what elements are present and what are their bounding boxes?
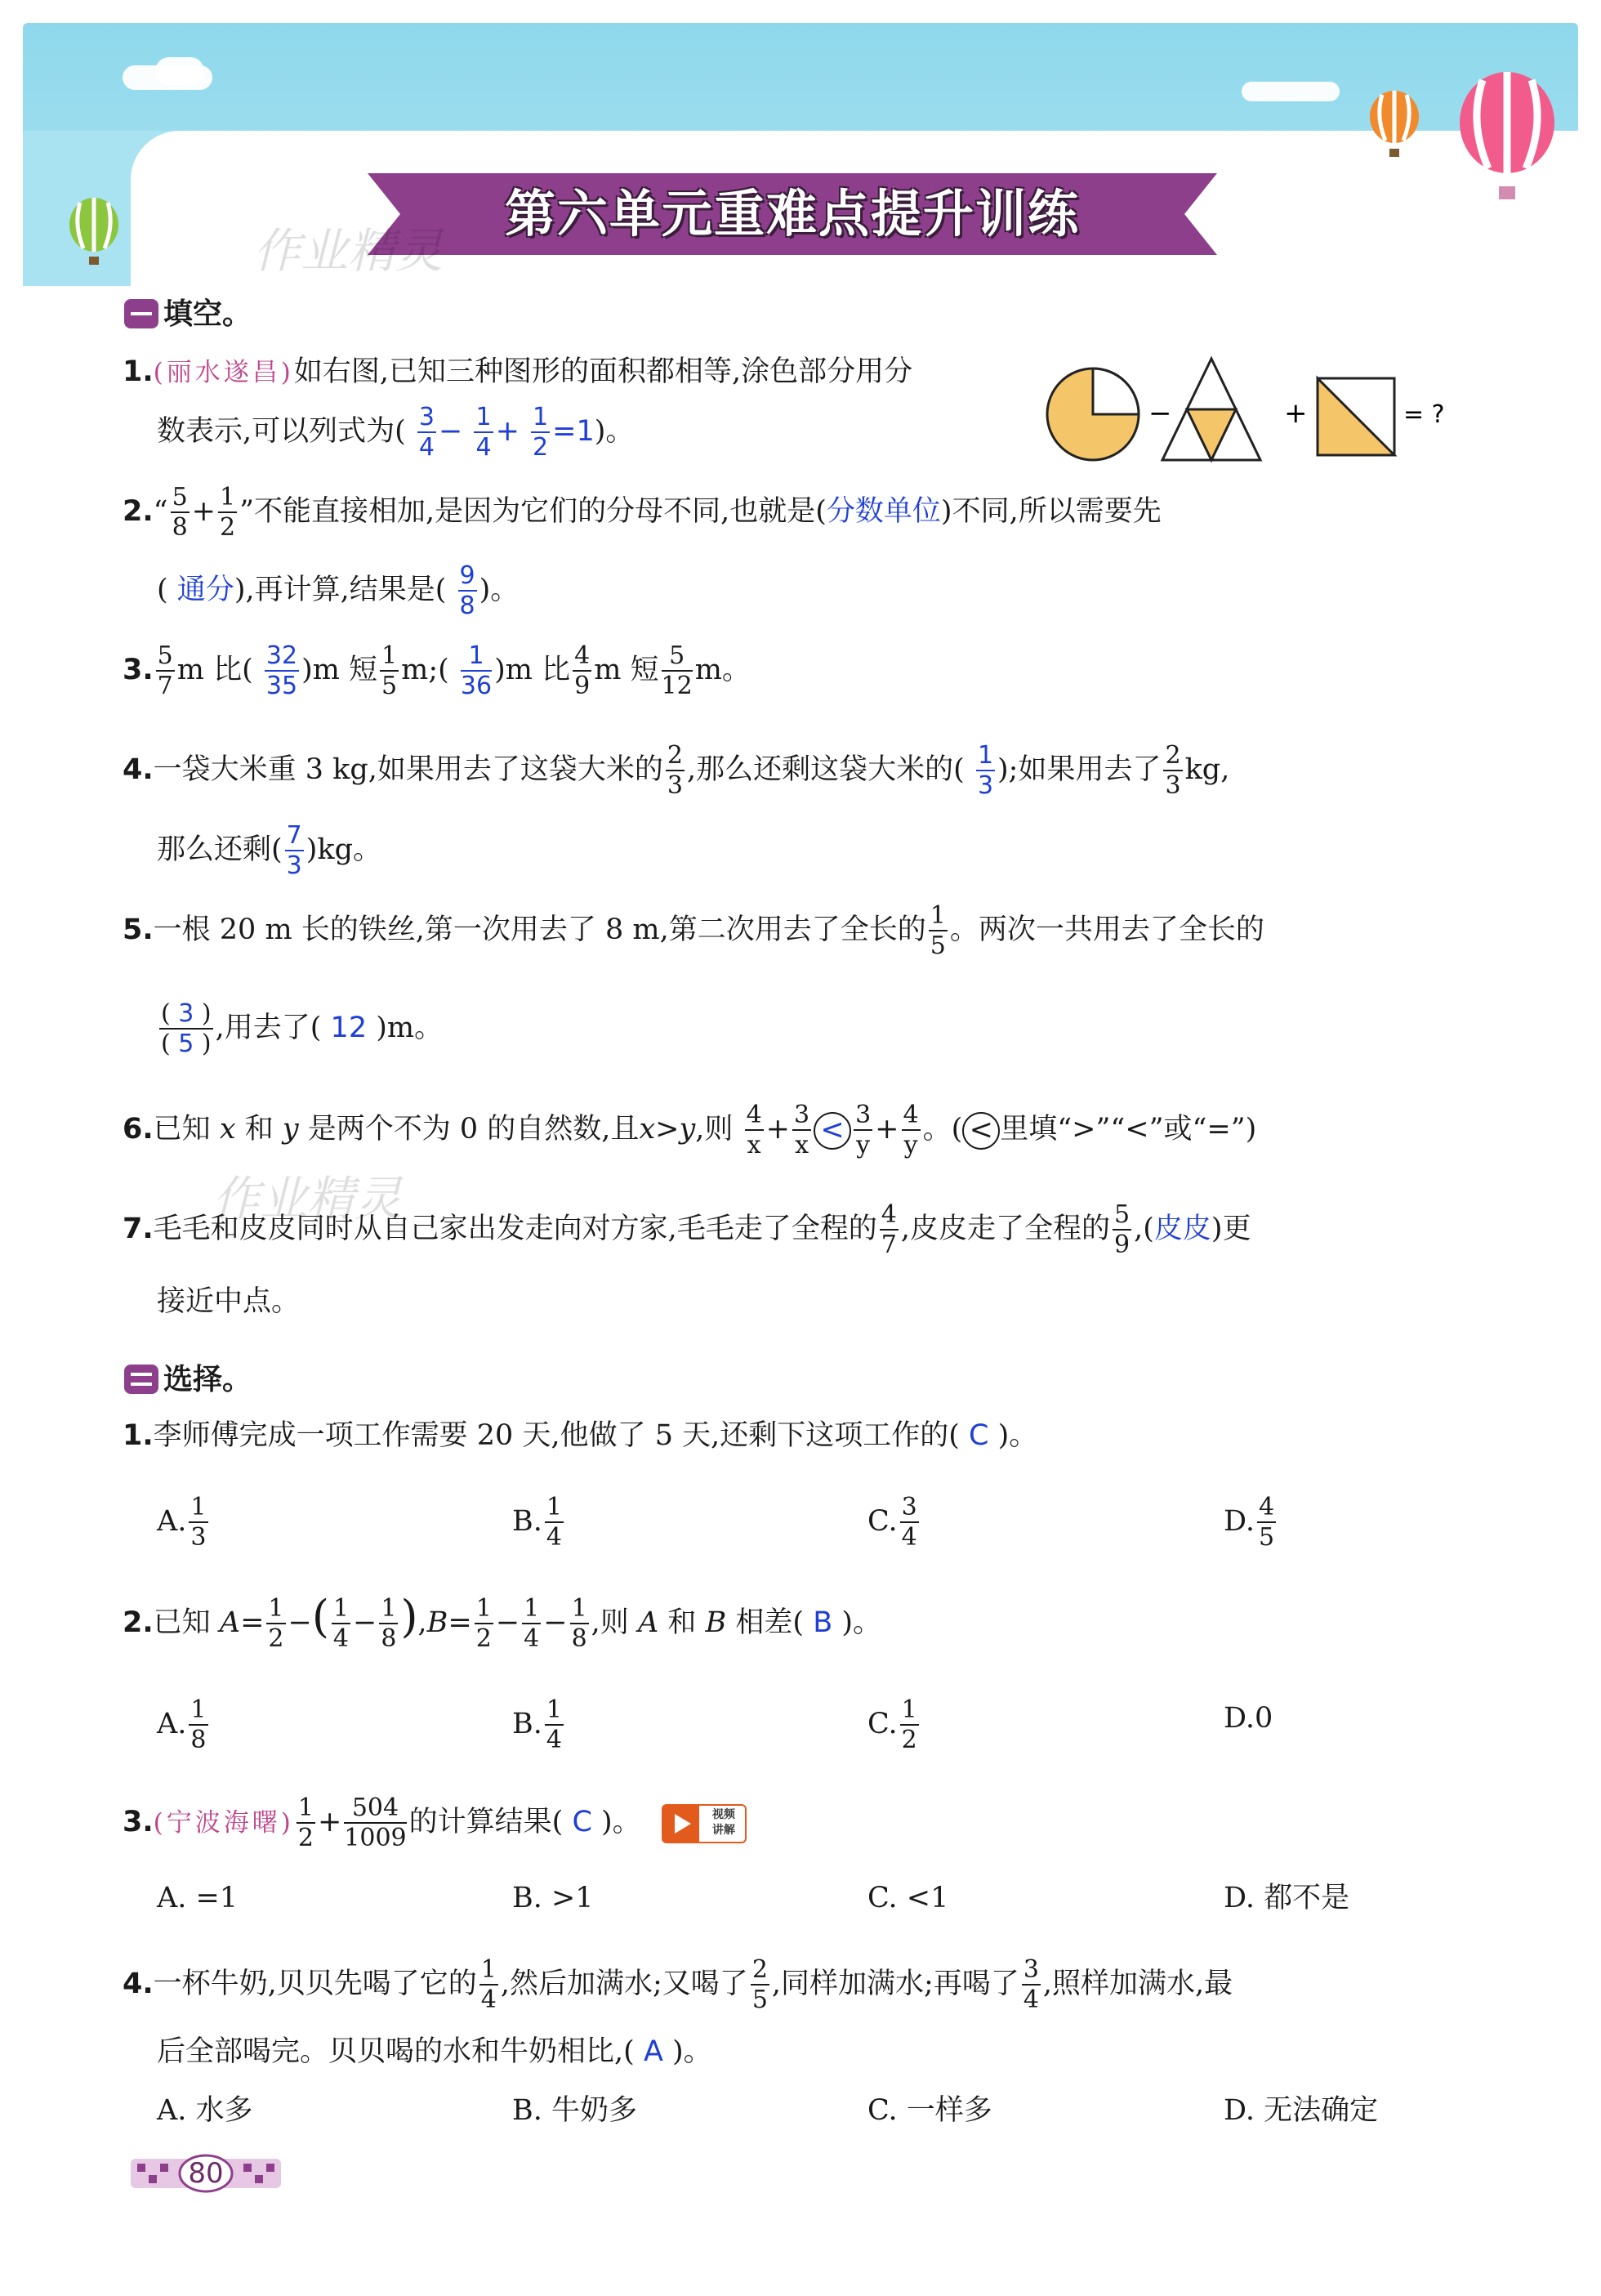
answer-text: C	[572, 1806, 592, 1838]
choice-question-1: 1.李师傅完成一项工作需要 20 天,他做了 5 天,还剩下这项工作的( C )。	[123, 1419, 1038, 1452]
answer-text: 通分	[176, 574, 234, 606]
green-balloon-icon	[65, 196, 123, 270]
figure-minus-sign: −	[1148, 397, 1172, 430]
answer-text: C	[969, 1419, 989, 1452]
answer-fraction: $\frac{1}{4}$	[475, 403, 492, 462]
answer-fraction: $\frac{9}{8}$	[459, 561, 475, 620]
answer-text: 分数单位	[826, 495, 941, 528]
section-number-one-icon	[124, 299, 158, 328]
page-title: 第六单元重难点提升训练	[504, 184, 1080, 243]
answer-fraction: $\frac{3}{4}$	[418, 403, 435, 462]
question-5-line-2: $\frac{( 3 )}{( 5 )}$ ,用去了( 12 )m。	[161, 999, 444, 1058]
title-banner	[368, 173, 1217, 255]
option-b: B. $\frac{1}{4}$	[512, 1695, 562, 1754]
choice-question-4-line-2: 后全部喝完。贝贝喝的水和牛奶相比,( A )。	[157, 2035, 712, 2068]
section-number-two-icon	[124, 1365, 158, 1394]
question-source: (宁波海曙)	[153, 1808, 294, 1838]
choice-question-2: 2.已知 A= $\frac{1}{2}$ −( $\frac{1}{4}$ − $\frac{1}{8}$ ),B= $\frac{1}{2}$ − $\frac{1}{4}$ − $\frac{1}{8}$ ,则 A 和 B 相差( B )。	[123, 1591, 881, 1653]
question-1-line-2: 数表示,可以列式为( $\frac{3}{4}$ − $\frac{1}{4}$ + $\frac{1}{2}$ =1)。	[157, 403, 635, 462]
option-b: B. $\frac{1}{4}$	[512, 1493, 562, 1552]
answer-fraction: $\frac{32}{35}$	[265, 641, 298, 700]
option-b: B. >1	[512, 1882, 594, 1914]
option-d: D. $\frac{4}{5}$	[1224, 1493, 1275, 1552]
video-explanation-button[interactable]: 视频 讲解	[662, 1804, 747, 1843]
question-7-line-1: 7.毛毛和皮皮同时从自己家出发走向对方家,毛毛走了全程的 $\frac{4}{7}$ ,皮皮走了全程的 $\frac{5}{9}$ ,(皮皮)更	[123, 1200, 1251, 1259]
cloud	[155, 57, 204, 85]
page-number: 80	[188, 2157, 224, 2190]
question-source: (丽水遂昌)	[153, 358, 294, 387]
answer-text: A	[643, 2035, 663, 2068]
cloud	[1242, 82, 1340, 101]
question-5-line-1: 5.一根 20 m 长的铁丝,第一次用去了 8 m,第二次用去了全长的 $\frac{1}{5}$ 。两次一共用去了全长的	[123, 901, 1264, 960]
question-4-line-1: 4.一袋大米重 3 kg,如果用去了这袋大米的 $\frac{2}{3}$ ,那么还剩这袋大米的( $\frac{1}{3}$ );如果用去了 $\frac{2}{3}$ kg,	[123, 741, 1230, 800]
answer-fraction: $\frac{1}{36}$	[460, 641, 493, 700]
section-fill-blank-heading: 填空。	[124, 291, 252, 333]
option-a: A. =1	[157, 1882, 239, 1914]
answer-fraction: $\frac{1}{2}$	[533, 403, 549, 462]
option-a: A. 水多	[157, 2094, 253, 2127]
option-c: C. 一样多	[867, 2094, 992, 2127]
question-6: 6.已知 x 和 y 是两个不为 0 的自然数,且x>y,则 $\frac{4}{x}$ + $\frac{3}{x}$ < $\frac{3}{y}$ + $\frac{4}{y}$ 。( < 里填“>”“<”或“=”)	[123, 1101, 1257, 1159]
blank-circle-symbol: <	[962, 1112, 1000, 1150]
question-2-line-2: ( 通分),再计算,结果是( $\frac{9}{8}$ )。	[157, 561, 520, 620]
area-figures-diagram	[1044, 355, 1469, 470]
option-c: C. <1	[867, 1882, 949, 1914]
choice-question-3: 3.(宁波海曙) $\frac{1}{2}$ + $\frac{504}{1009}$ 的计算结果( C )。 视频 讲解	[123, 1796, 747, 1851]
option-b: B. 牛奶多	[512, 2094, 637, 2127]
answer-fraction: $\frac{1}{3}$	[977, 741, 994, 800]
answer-circle: <	[814, 1112, 851, 1150]
figure-plus-sign: +	[1284, 397, 1308, 430]
page-number-badge	[131, 2154, 281, 2193]
watermark: 作业精灵	[212, 1171, 403, 1226]
watermark: 作业精灵	[253, 223, 444, 279]
play-icon	[663, 1806, 699, 1842]
answer-fraction: $\frac{7}{3}$	[286, 821, 302, 880]
section-choice-heading: 选择。	[124, 1356, 252, 1398]
answer-text: 12	[330, 1012, 368, 1044]
option-d: D. 无法确定	[1224, 2094, 1379, 2127]
answer-fraction-blank: $\frac{( 3 )}{( 5 )}$	[161, 999, 212, 1058]
question-3: 3. $\frac{5}{7}$ m 比( $\frac{32}{35}$ )m 短 $\frac{1}{5}$ m;( $\frac{1}{36}$ )m 比 $\frac{4}{9}$ m 短 $\frac{5}{12}$ m。	[123, 641, 751, 700]
question-2-line-1: 2.“ $\frac{5}{8}$ + $\frac{1}{2}$ ”不能直接相加,是因为它们的分母不同,也就是(分数单位)不同,所以需要先	[123, 483, 1162, 542]
orange-balloon-icon	[1366, 90, 1423, 163]
option-d: D. 都不是	[1224, 1882, 1350, 1914]
figure-equals-question: = ?	[1403, 400, 1445, 429]
question-7-line-2: 接近中点。	[157, 1285, 301, 1318]
answer-text: B	[813, 1606, 833, 1639]
question-4-line-2: 那么还剩( $\frac{7}{3}$ )kg。	[157, 821, 382, 880]
option-a: A. $\frac{1}{3}$	[157, 1493, 207, 1552]
pink-balloon-icon	[1454, 72, 1560, 211]
choice-question-4-line-1: 4.一杯牛奶,贝贝先喝了它的 $\frac{1}{4}$ ,然后加满水;又喝了 $\frac{2}{5}$ ,同样加满水;再喝了 $\frac{3}{4}$ ,照样加满水,最	[123, 1955, 1233, 2014]
option-c: C. $\frac{1}{2}$	[867, 1695, 917, 1754]
question-1-line-1: 1.(丽水遂昌)如右图,已知三种图形的面积都相等,涂色部分用分	[123, 355, 913, 388]
option-d: D.0	[1224, 1702, 1273, 1735]
option-c: C. $\frac{3}{4}$	[867, 1493, 917, 1552]
answer-text: 皮皮	[1153, 1213, 1211, 1245]
option-a: A. $\frac{1}{8}$	[157, 1695, 207, 1754]
